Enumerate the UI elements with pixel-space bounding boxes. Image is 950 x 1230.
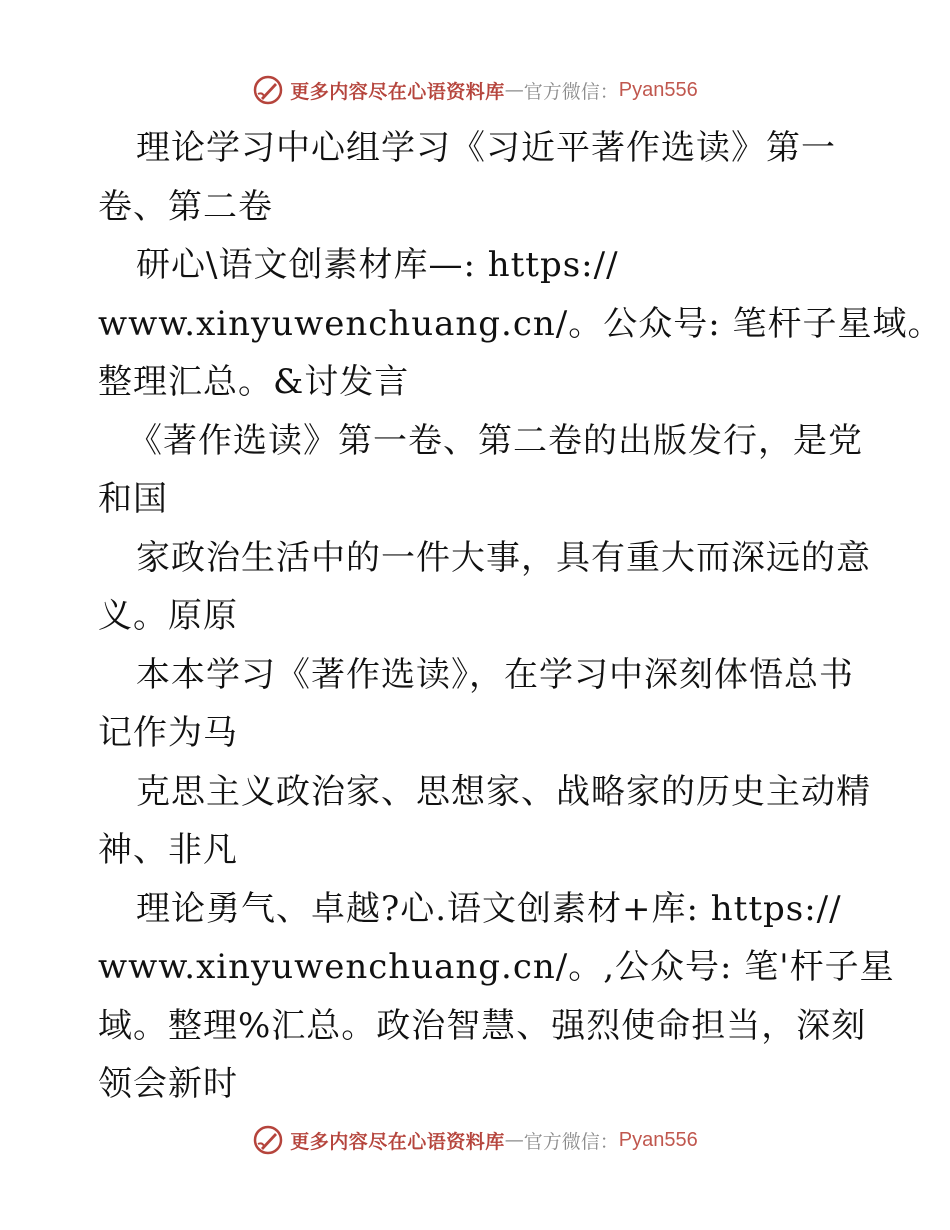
text-line: 和国 — [98, 479, 168, 519]
banner-dash: — — [504, 79, 524, 101]
banner-wechat-id: Pyan556 — [618, 78, 698, 101]
text-line: 记作为马 — [98, 713, 238, 753]
text-line: 《著作选读》第一卷、第二卷的出版发行，是党 — [128, 420, 863, 461]
banner-wechat-label: 官方微信： — [523, 80, 619, 103]
text-line: 域。整理%汇总。政治智慧、强烈使命担当，深刻 — [98, 1005, 867, 1046]
text-line: 卷、第二卷 — [98, 186, 273, 227]
text-line: 克思主义政治家、思想家、战略家的历史主动精 — [136, 771, 871, 812]
banner-wechat-id: Pyan556 — [618, 1128, 698, 1151]
quill-logo-icon — [252, 74, 284, 106]
banner-dash: — — [504, 1129, 524, 1151]
banner-main-text: 更多内容尽在心语资料库 — [290, 1130, 505, 1153]
banner-wechat-label: 官方微信： — [523, 1130, 619, 1153]
text-line: 家政治生活中的一件大事，具有重大而深远的意 — [136, 537, 871, 578]
text-line: www.xinyuwenchuang.cn/。公众号: 笔杆子星域。 — [98, 303, 943, 344]
banner-main-text: 更多内容尽在心语资料库 — [290, 80, 505, 103]
quill-logo-icon — [252, 1124, 284, 1156]
text-line: 本本学习《著作选读》，在学习中深刻体悟总书 — [136, 654, 854, 695]
text-line: 领会新时 — [98, 1064, 238, 1104]
text-line: www.xinyuwenchuang.cn/。,公众号: 笔'杆子星 — [98, 947, 895, 987]
text-line: 研心\语文创素材库—: https:// — [136, 245, 619, 285]
text-line: 义。原原 — [98, 596, 238, 636]
document-body — [98, 119, 943, 1114]
footer-watermark-banner — [0, 1120, 950, 1160]
text-line: 整理汇总。&讨发言 — [98, 362, 410, 402]
text-line: 理论学习中心组学习《习近平著作选读》第一 — [136, 128, 836, 168]
header-watermark-banner — [0, 70, 950, 110]
text-line: 神、非凡 — [98, 830, 238, 870]
text-line: 理论勇气、卓越?心.语文创素材+库: https:// — [136, 888, 842, 929]
